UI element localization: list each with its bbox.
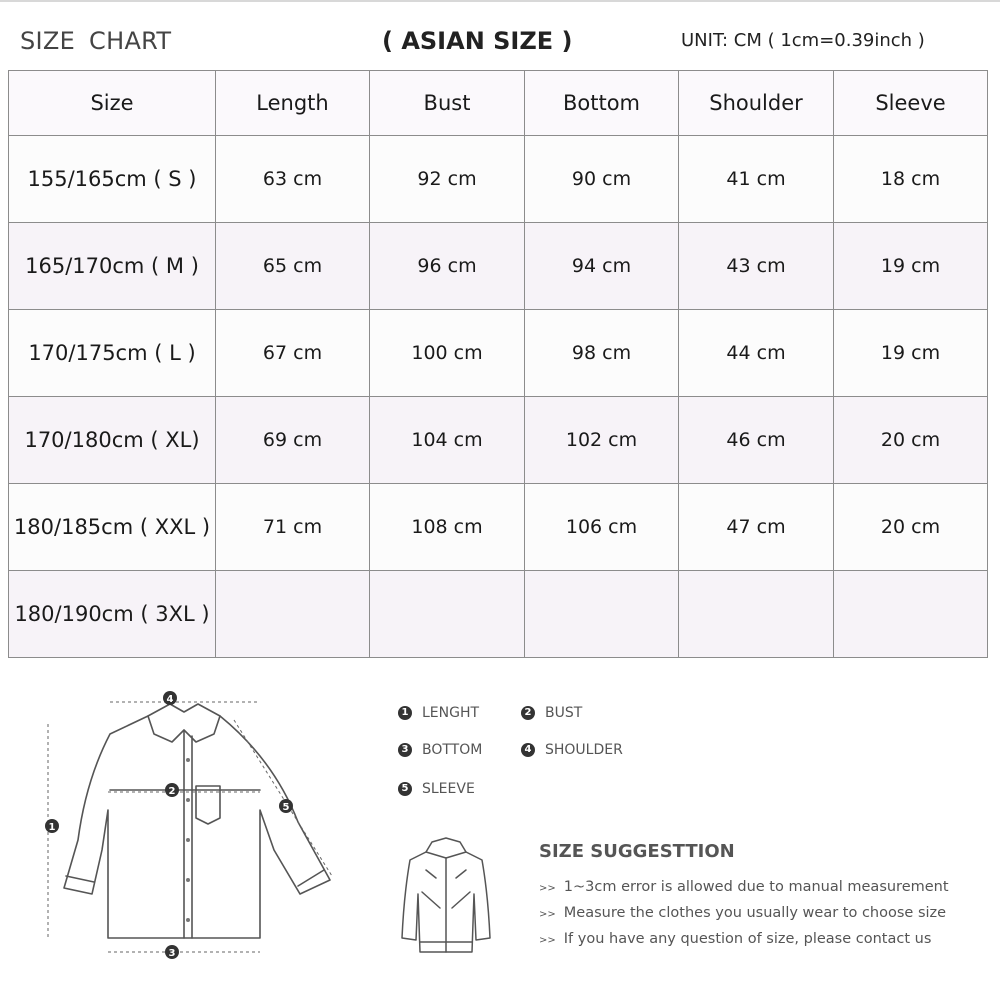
marker-2-icon: [165, 783, 179, 797]
suggestion-text: 1~3cm error is allowed due to manual measurement: [563, 879, 949, 895]
shirt-buttons: [186, 758, 190, 922]
length-cell: 71 cm: [216, 484, 370, 571]
bust-cell: 100 cm: [370, 310, 525, 397]
svg-text:4: 4: [166, 694, 174, 705]
column-header-bust: Bust: [370, 71, 525, 136]
unit-note: UNIT: CM ( 1cm=0.39inch ): [681, 30, 925, 51]
length-cell: 67 cm: [216, 310, 370, 397]
legend-label: SHOULDER: [545, 742, 623, 758]
table-row: [9, 484, 988, 571]
sleeve-cell: 20 cm: [834, 397, 988, 484]
svg-text:2: 2: [168, 786, 176, 797]
suggestion-line: [539, 931, 931, 947]
svg-text:1: 1: [48, 822, 56, 833]
table-row: [9, 310, 988, 397]
double-chevron-icon: >>: [539, 935, 556, 946]
bust-cell: 108 cm: [370, 484, 525, 571]
shoulder-cell: 41 cm: [679, 136, 834, 223]
bust-cell: 96 cm: [370, 223, 525, 310]
table-row: [9, 223, 988, 310]
bottom-cell: 102 cm: [525, 397, 679, 484]
size-cell: 180/190cm ( 3XL ): [9, 571, 216, 658]
size-cell: 170/175cm ( L ): [9, 310, 216, 397]
number-3-icon: 3: [398, 743, 412, 757]
legend-label: SLEEVE: [422, 781, 475, 797]
suggestion-line: [539, 879, 949, 895]
marker-5-icon: [279, 799, 293, 813]
marker-3-icon: [165, 945, 179, 959]
size-cell: 170/180cm ( XL): [9, 397, 216, 484]
column-header-sleeve: Sleeve: [834, 71, 988, 136]
column-header-length: Length: [216, 71, 370, 136]
sleeve-cell: 18 cm: [834, 136, 988, 223]
bust-cell: [370, 571, 525, 658]
column-header-bottom: Bottom: [525, 71, 679, 136]
length-cell: 63 cm: [216, 136, 370, 223]
legend-label: BUST: [545, 705, 583, 721]
shoulder-cell: 44 cm: [679, 310, 834, 397]
shirt-measurement-diagram: [36, 690, 356, 970]
bottom-cell: 90 cm: [525, 136, 679, 223]
table-row: [9, 571, 988, 658]
shoulder-cell: 46 cm: [679, 397, 834, 484]
number-4-icon: 4: [521, 743, 535, 757]
table-header-row: [9, 71, 988, 136]
table-row: [9, 397, 988, 484]
size-cell: 180/185cm ( XXL ): [9, 484, 216, 571]
number-5-icon: 5: [398, 782, 412, 796]
suggestion-text: If you have any question of size, please contact us: [563, 931, 932, 947]
measurement-markers: [45, 691, 293, 959]
sleeve-cell: 19 cm: [834, 223, 988, 310]
marker-1-icon: [45, 819, 59, 833]
length-cell: [216, 571, 370, 658]
svg-text:3: 3: [168, 948, 176, 959]
svg-text:5: 5: [282, 802, 290, 813]
double-chevron-icon: >>: [539, 909, 556, 920]
shoulder-cell: 47 cm: [679, 484, 834, 571]
legend-item-sleeve: [398, 781, 475, 797]
bust-cell: 104 cm: [370, 397, 525, 484]
bottom-cell: [525, 571, 679, 658]
shoulder-cell: [679, 571, 834, 658]
legend-item-length: [398, 705, 479, 721]
number-2-icon: 2: [521, 706, 535, 720]
shoulder-cell: 43 cm: [679, 223, 834, 310]
length-cell: 69 cm: [216, 397, 370, 484]
shirt-outline-icon: [64, 704, 330, 938]
size-chart-title: SIZE CHART: [20, 27, 172, 55]
legend-item-bottom: [398, 742, 482, 758]
legend-item-bust: [521, 705, 582, 721]
marker-4-icon: [163, 691, 177, 705]
asian-size-label: ( ASIAN SIZE ): [382, 27, 573, 55]
suggestion-line: [539, 905, 946, 921]
suggestion-text: Measure the clothes you usually wear to choose size: [563, 905, 947, 921]
double-chevron-icon: >>: [539, 883, 556, 894]
size-suggestion-title: SIZE SUGGESTTION: [539, 841, 735, 862]
jacket-icon: [396, 834, 496, 958]
table-row: [9, 136, 988, 223]
measurement-lines: [48, 702, 332, 952]
legend-label: LENGHT: [422, 705, 480, 721]
number-1-icon: 1: [398, 706, 412, 720]
bottom-cell: 98 cm: [525, 310, 679, 397]
column-header-size: Size: [9, 71, 216, 136]
legend-item-shoulder: [521, 742, 623, 758]
sleeve-cell: [834, 571, 988, 658]
bust-cell: 92 cm: [370, 136, 525, 223]
top-divider: [0, 0, 1000, 2]
size-cell: 155/165cm ( S ): [9, 136, 216, 223]
legend-label: BOTTOM: [422, 742, 483, 758]
column-header-shoulder: Shoulder: [679, 71, 834, 136]
sleeve-cell: 20 cm: [834, 484, 988, 571]
sleeve-cell: 19 cm: [834, 310, 988, 397]
length-cell: 65 cm: [216, 223, 370, 310]
bottom-cell: 106 cm: [525, 484, 679, 571]
bottom-cell: 94 cm: [525, 223, 679, 310]
size-cell: 165/170cm ( M ): [9, 223, 216, 310]
size-table: [8, 70, 988, 658]
